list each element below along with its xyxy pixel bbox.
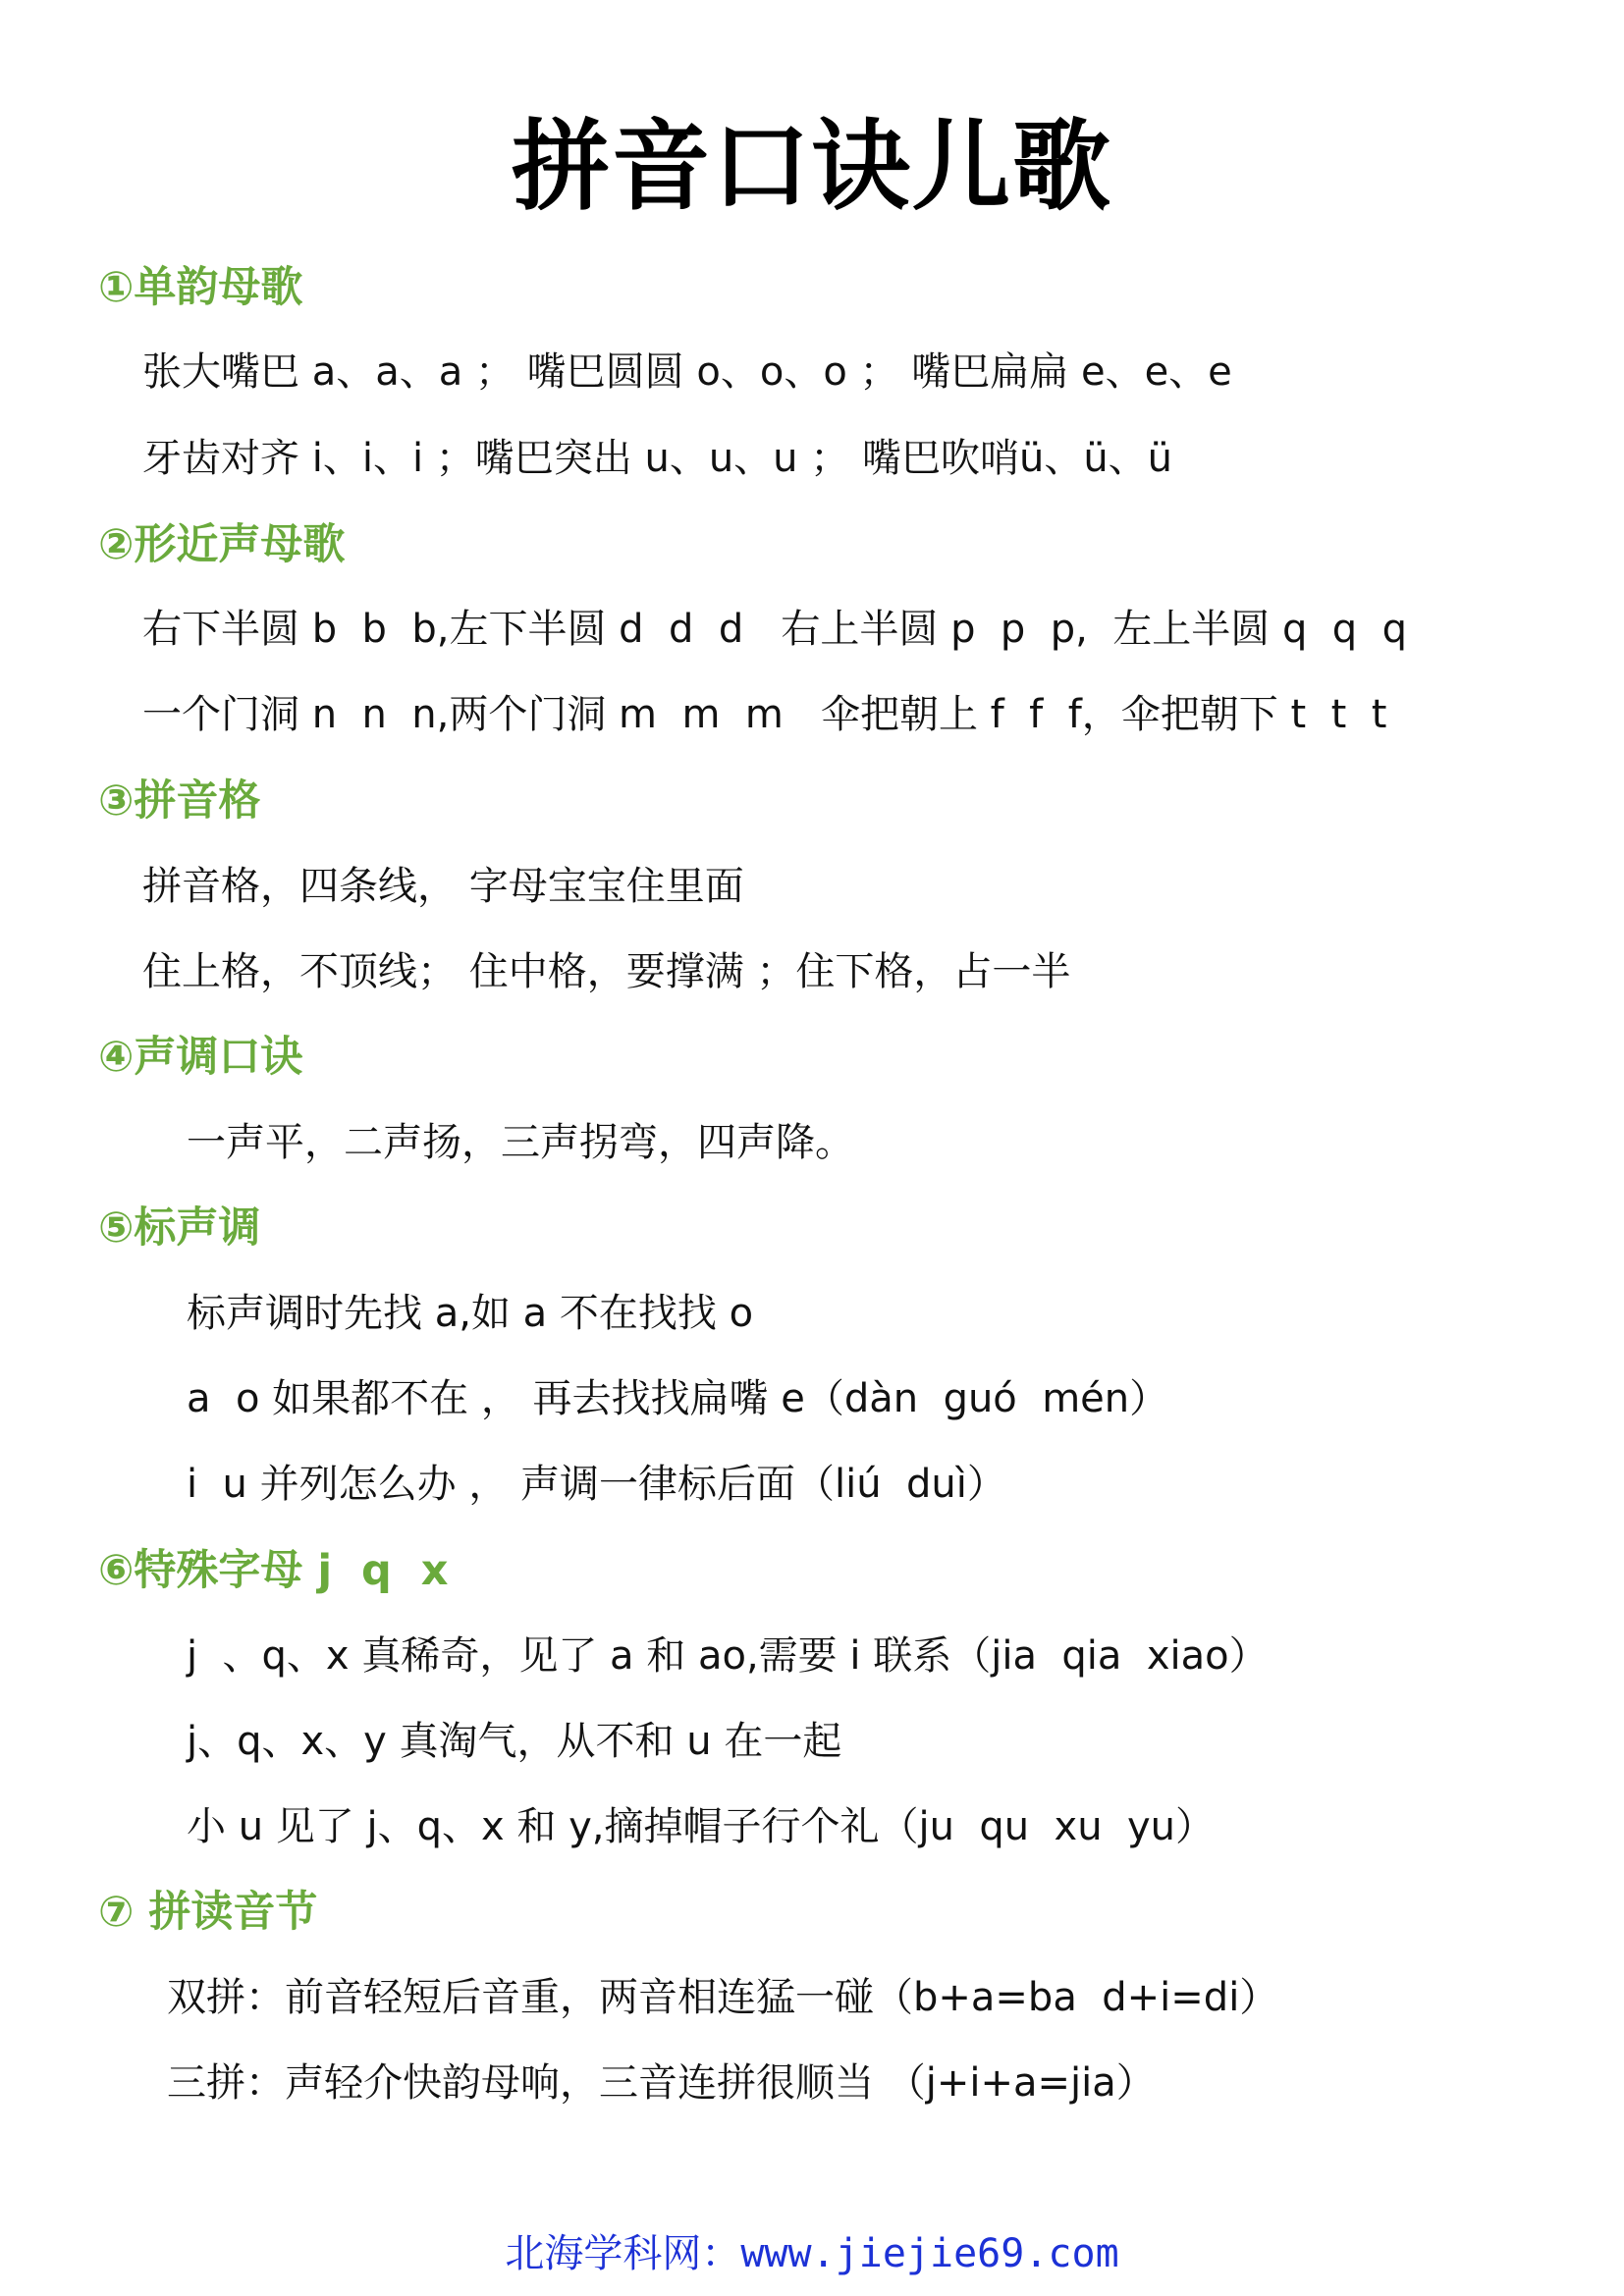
verse-line: 三拼：声轻介快韵母响，三音连拼很顺当 （j+i+a=jia） xyxy=(167,2060,1156,2106)
section-heading-special-letters: ⑥特殊字母 j q x xyxy=(98,1546,449,1595)
verse-line: i u 并列怎么办 ， 声调一律标后面（liú duì） xyxy=(187,1462,1006,1507)
verse-line: a o 如果都不在 ， 再去找找扁嘴 e（dàn guó mén） xyxy=(187,1376,1169,1421)
section-heading-pinyin-grid: ③拼音格 xyxy=(98,776,261,826)
page-title: 拼音口诀儿歌 xyxy=(512,109,1112,224)
verse-line: 小 u 见了 j、q、x 和 y,摘掉帽子行个礼（ju qu xu yu） xyxy=(187,1804,1216,1849)
footer-site-name: 北海学科网： xyxy=(505,2231,741,2276)
section-heading-single-vowels: ①单韵母歌 xyxy=(98,263,303,312)
section-heading-syllable-reading: ⑦ 拼读音节 xyxy=(98,1888,318,1937)
verse-line: j、q、x、y 真淘气，从不和 u 在一起 xyxy=(187,1719,842,1764)
section-heading-tone-rhyme: ④声调口诀 xyxy=(98,1033,303,1082)
section-heading-similar-initials: ②形近声母歌 xyxy=(98,520,346,569)
verse-line: 一个门洞 n n n,两个门洞 m m m 伞把朝上 f f f，伞把朝下 t t t xyxy=(142,692,1387,737)
verse-line: 拼音格，四条线， 字母宝宝住里面 xyxy=(142,864,744,909)
verse-line: 牙齿对齐 i、i、i ；嘴巴突出 u、u、u ； 嘴巴吹哨ü、ü、ü xyxy=(142,436,1173,481)
footer-url-link[interactable]: www.jiejie69.com xyxy=(740,2231,1119,2276)
verse-line: 右下半圆 b b b,左下半圆 d d d 右上半圆 p p p, 左上半圆 q q q xyxy=(142,607,1407,652)
verse-line: 标声调时先找 a,如 a 不在找找 o xyxy=(187,1291,754,1336)
verse-line: 一声平，二声扬，三声拐弯，四声降。 xyxy=(187,1120,854,1165)
verse-line: 住上格，不顶线； 住中格，要撑满 ；住下格，占一半 xyxy=(142,949,1071,994)
section-heading-tone-marking: ⑤标声调 xyxy=(98,1203,261,1253)
verse-line: 双拼：前音轻短后音重，两音相连猛一碰（b+a=ba d+i=di） xyxy=(167,1975,1279,2020)
verse-line: 张大嘴巴 a、a、a ； 嘴巴圆圆 o、o、o ； 嘴巴扁扁 e、e、e xyxy=(142,349,1232,395)
footer xyxy=(0,2226,1624,2281)
verse-line: j 、q、x 真稀奇，见了 a 和 ao,需要 i 联系（jia qia xiao） xyxy=(187,1633,1269,1679)
